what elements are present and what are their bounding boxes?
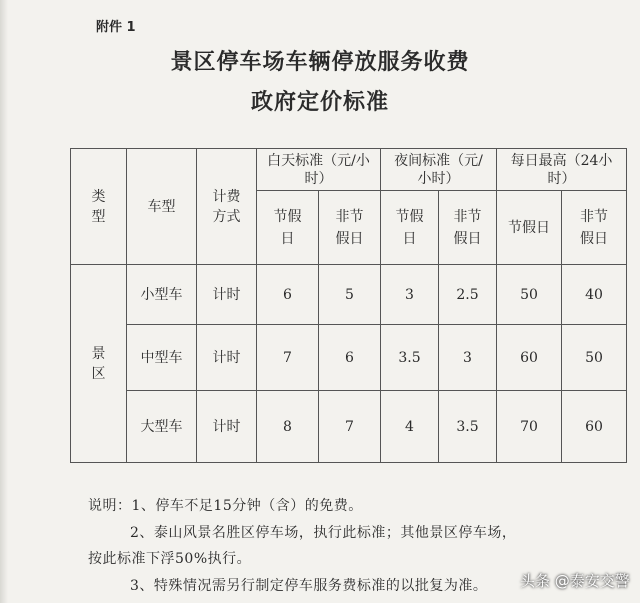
day-holiday-cell: 8 bbox=[257, 391, 319, 463]
header-night-non-holiday: 非节假日 bbox=[439, 191, 497, 265]
max-non-holiday-cell: 60 bbox=[562, 391, 627, 463]
night-holiday-cell: 4 bbox=[381, 391, 439, 463]
fee-table bbox=[70, 148, 627, 463]
note-line-4: 3、特殊情况需另行制定停车服务费标准的以批复为准。 bbox=[130, 578, 488, 594]
night-non-holiday-cell: 3 bbox=[439, 325, 497, 391]
table-row bbox=[71, 265, 627, 325]
header-max-non-holiday: 非节假日 bbox=[562, 191, 627, 265]
billing-cell: 计时 bbox=[197, 265, 257, 325]
header-night-standard: 夜间标准（元/小时） bbox=[381, 149, 497, 191]
max-holiday-cell: 50 bbox=[497, 265, 562, 325]
night-non-holiday-cell: 2.5 bbox=[439, 265, 497, 325]
note-line-3: 按此标准下浮50%执行。 bbox=[88, 551, 252, 567]
night-holiday-cell: 3 bbox=[381, 265, 439, 325]
day-holiday-cell: 6 bbox=[257, 265, 319, 325]
max-non-holiday-cell: 50 bbox=[562, 325, 627, 391]
attachment-label: 附件 1 bbox=[96, 20, 136, 35]
day-holiday-cell: 7 bbox=[257, 325, 319, 391]
header-day-non-holiday: 非节假日 bbox=[319, 191, 381, 265]
car-type-cell: 小型车 bbox=[127, 265, 197, 325]
day-non-holiday-cell: 7 bbox=[319, 391, 381, 463]
max-holiday-cell: 70 bbox=[497, 391, 562, 463]
night-non-holiday-cell: 3.5 bbox=[439, 391, 497, 463]
header-car-type: 车型 bbox=[127, 149, 197, 265]
max-non-holiday-cell: 40 bbox=[562, 265, 627, 325]
header-max-holiday: 节假日 bbox=[497, 191, 562, 265]
note-line-2: 2、泰山风景名胜区停车场，执行此标准；其他景区停车场， bbox=[130, 525, 517, 541]
day-non-holiday-cell: 5 bbox=[319, 265, 381, 325]
table-row bbox=[71, 325, 627, 391]
day-non-holiday-cell: 6 bbox=[319, 325, 381, 391]
watermark: 头条 @泰安交警 bbox=[520, 572, 630, 590]
header-day-holiday: 节假日 bbox=[257, 191, 319, 265]
header-category: 类型 bbox=[71, 149, 127, 265]
night-holiday-cell: 3.5 bbox=[381, 325, 439, 391]
header-daily-max: 每日最高（24小时） bbox=[497, 149, 627, 191]
billing-cell: 计时 bbox=[197, 391, 257, 463]
header-day-standard: 白天标准（元/小时） bbox=[257, 149, 381, 191]
car-type-cell: 大型车 bbox=[127, 391, 197, 463]
max-holiday-cell: 60 bbox=[497, 325, 562, 391]
category-cell: 景区 bbox=[71, 265, 127, 463]
document-title-line2: 政府定价标准 bbox=[250, 90, 389, 115]
car-type-cell: 中型车 bbox=[127, 325, 197, 391]
billing-cell: 计时 bbox=[197, 325, 257, 391]
document-title-line1: 景区停车场车辆停放服务收费 bbox=[170, 50, 470, 75]
header-night-holiday: 节假日 bbox=[381, 191, 439, 265]
header-billing: 计费方式 bbox=[197, 149, 257, 265]
note-line-1: 说明：1、停车不足15分钟（含）的免费。 bbox=[88, 498, 363, 514]
table-row bbox=[71, 391, 627, 463]
